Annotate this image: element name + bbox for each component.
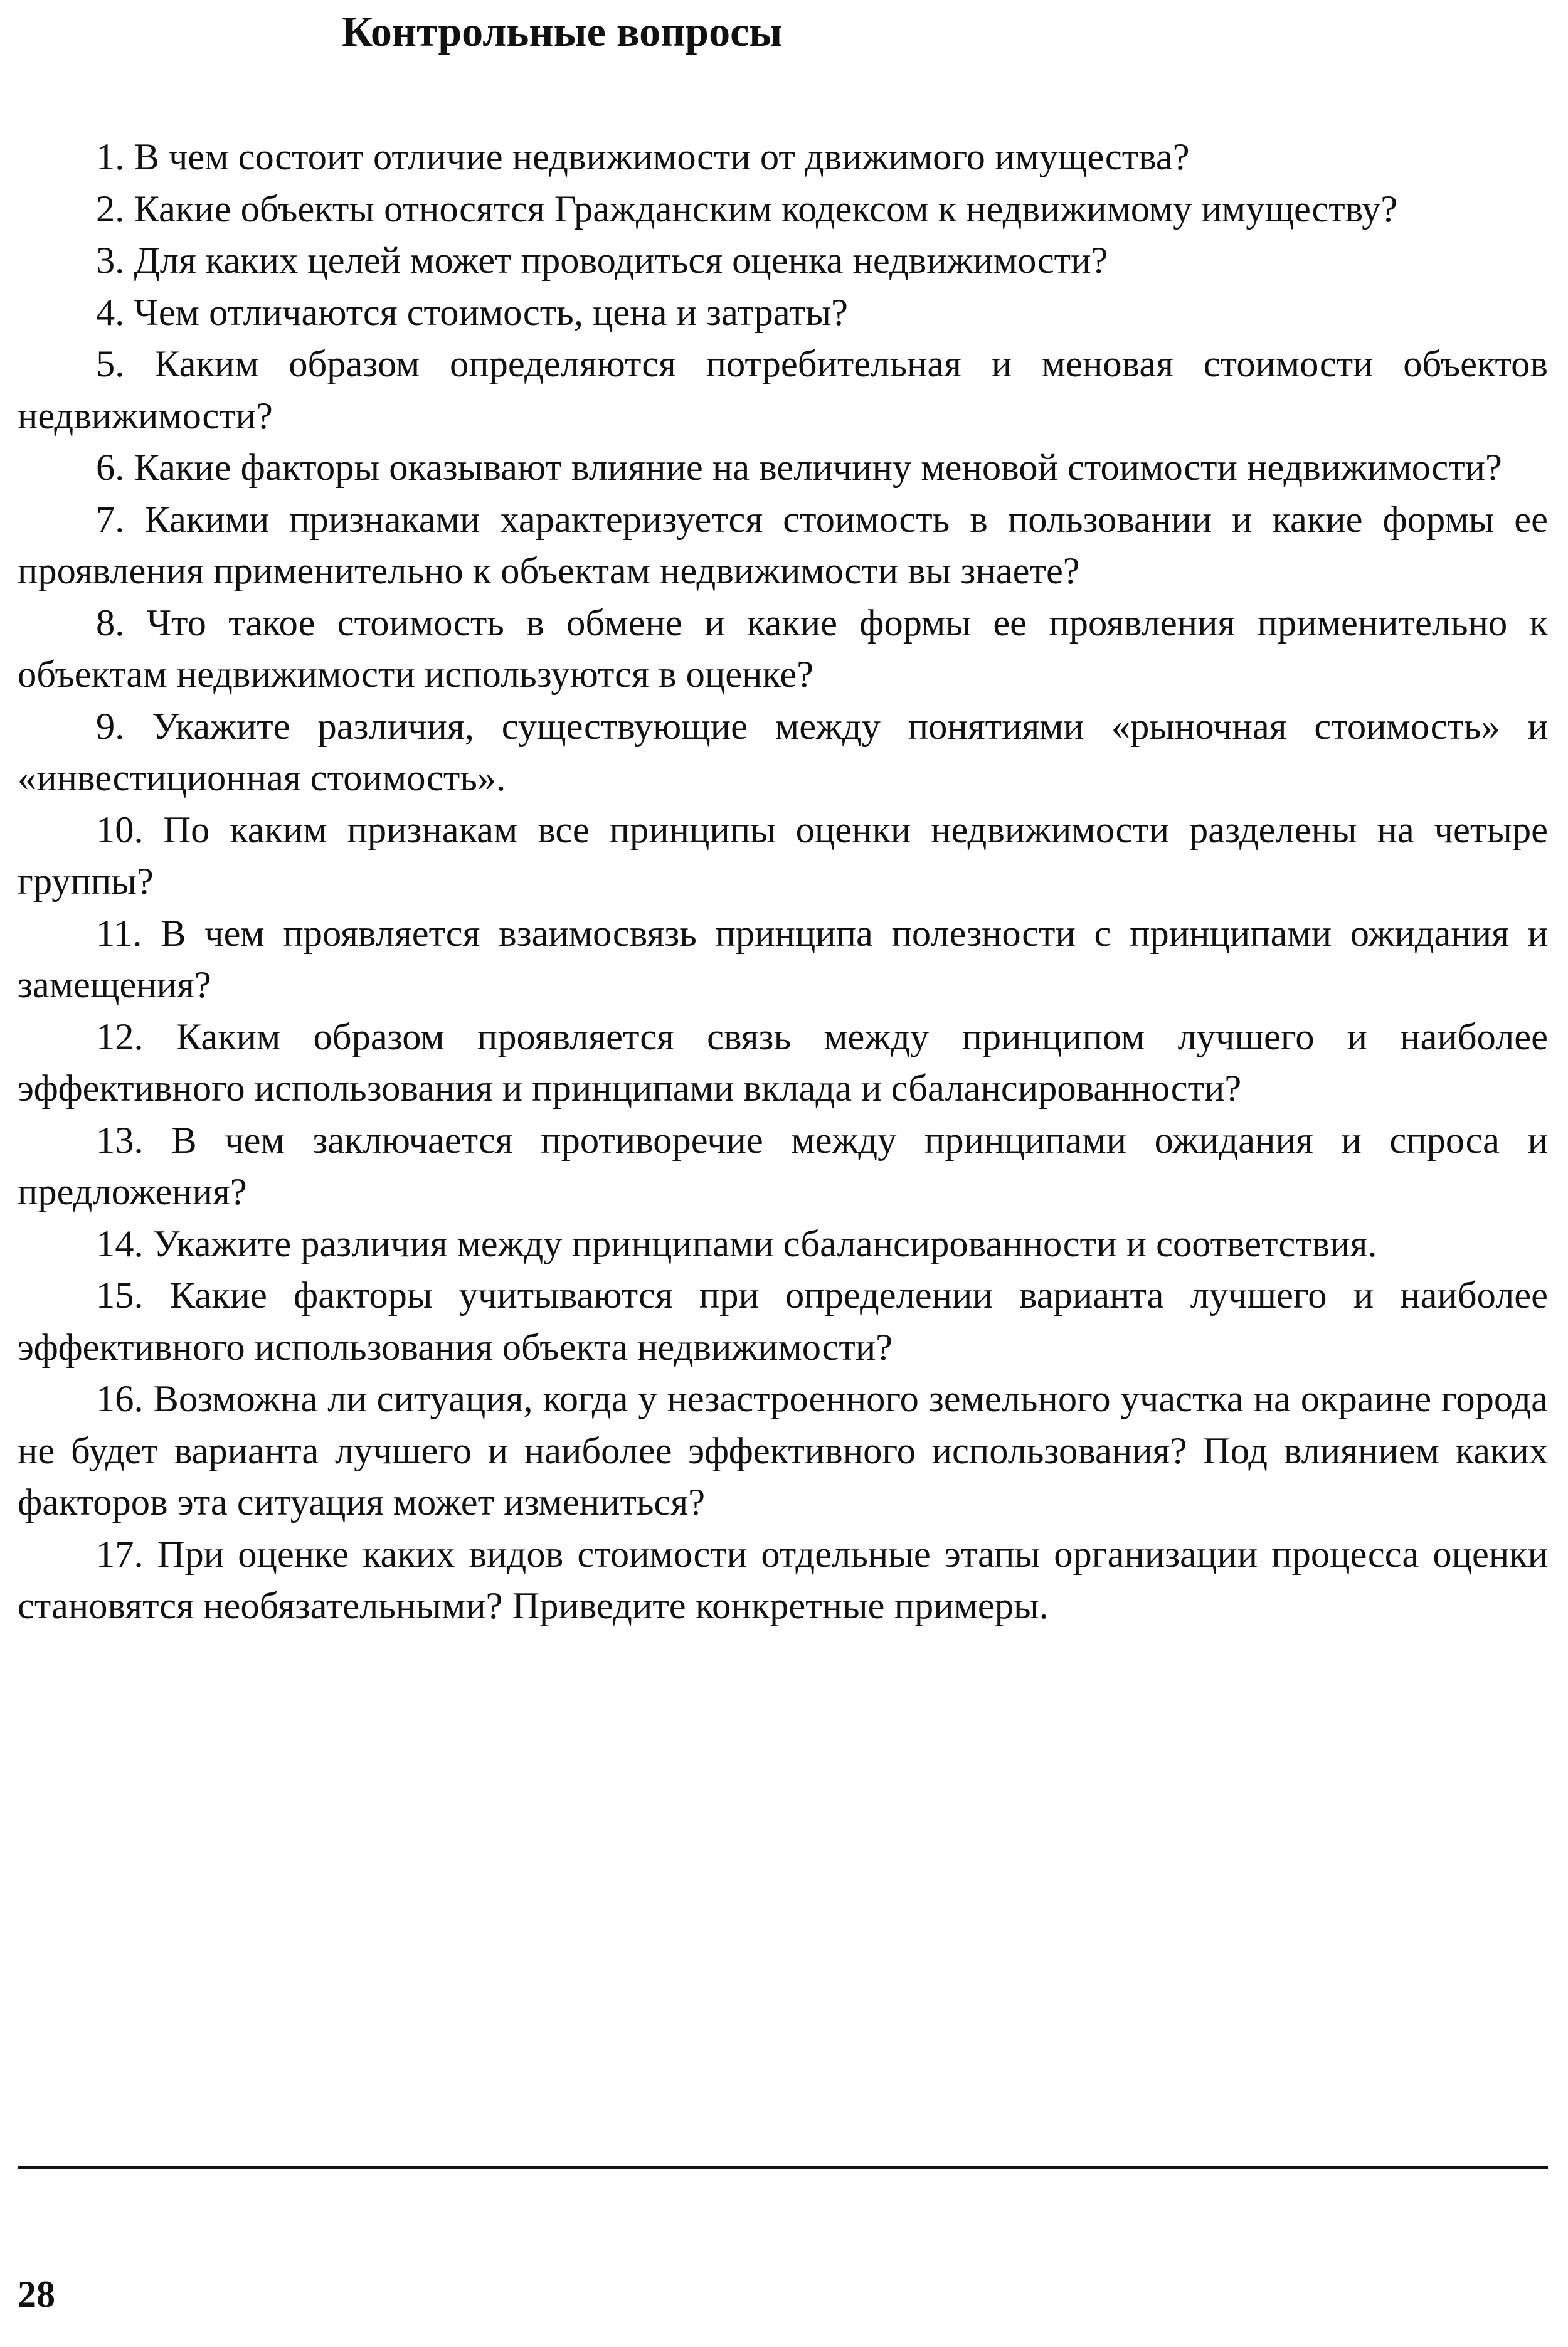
- question-number: 4.: [96, 291, 125, 334]
- question-item: [18, 339, 1548, 442]
- questions-list: [18, 132, 1548, 1633]
- question-text: В чем состоит отличие недвижимости от движимого имущества?: [134, 136, 1190, 178]
- question-item: [18, 1012, 1548, 1115]
- question-number: 16.: [96, 1378, 144, 1420]
- question-item: [18, 598, 1548, 701]
- question-item: [18, 287, 1548, 339]
- question-number: 15.: [96, 1274, 144, 1317]
- question-text: Для каких целей может проводиться оценка недвижимости?: [134, 240, 1108, 282]
- question-text: Какие факторы учитываются при определении варианта лучшего и наиболее эффективного использования объекта недвижимости?: [18, 1274, 1548, 1369]
- question-item: [18, 494, 1548, 598]
- question-number: 12.: [96, 1015, 144, 1058]
- question-number: 7.: [96, 498, 125, 541]
- question-number: 9.: [96, 705, 125, 748]
- question-number: 8.: [96, 601, 125, 644]
- question-number: 6.: [96, 447, 125, 489]
- question-text: Какие факторы оказывают влияние на величину меновой стоимости недвижимости?: [134, 447, 1502, 489]
- question-text: В чем заключается противоречие между принципами ожидания и спроса и предложения?: [18, 1119, 1549, 1213]
- question-text: Укажите различия, существующие между понятиями «рыночная стоимость» и «инвестиционная стоимость».: [18, 705, 1548, 799]
- question-number: 2.: [96, 188, 125, 230]
- question-item: [18, 1219, 1548, 1271]
- question-number: 1.: [96, 136, 125, 178]
- question-item: [18, 184, 1548, 236]
- question-text: Возможна ли ситуация, когда у незастроенного земельного участка на окраине города не будет варианта лучшего и наиболее эффективного использования? Под влиянием каких факторов эта ситуация может измениться?: [18, 1378, 1549, 1523]
- question-item: [18, 1529, 1548, 1633]
- question-text: Чем отличаются стоимость, цена и затраты?: [134, 291, 848, 334]
- question-number: 17.: [96, 1533, 144, 1576]
- question-item: [18, 132, 1548, 184]
- question-number: 14.: [96, 1222, 144, 1265]
- question-item: [18, 1270, 1548, 1374]
- question-text: Укажите различия между принципами сбалансированности и соответствия.: [152, 1222, 1377, 1265]
- page-number: 28: [18, 2274, 55, 2315]
- question-text: Каким образом определяются потребительная и меновая стоимости объектов недвижимости?: [18, 343, 1548, 437]
- question-number: 11.: [96, 912, 142, 955]
- question-item: [18, 442, 1548, 494]
- question-text: В чем проявляется взаимосвязь принципа полезности с принципами ожидания и замещения?: [18, 912, 1549, 1006]
- question-text: Какими признаками характеризуется стоимость в пользовании и какие формы ее проявления применительно к объектам недвижимости вы знаете?: [18, 498, 1548, 592]
- question-text: Какие объекты относятся Гражданским кодексом к недвижимому имуществу?: [134, 188, 1398, 230]
- question-number: 10.: [96, 808, 144, 851]
- question-number: 5.: [96, 343, 125, 385]
- question-number: 13.: [96, 1119, 144, 1162]
- question-item: [18, 908, 1548, 1012]
- question-text: При оценке каких видов стоимости отдельные этапы организации процесса оценки становятся необязательными? Приведите конкретные примеры.: [18, 1533, 1549, 1627]
- section-title: Контрольные вопросы: [342, 8, 783, 55]
- question-number: 3.: [96, 240, 125, 282]
- question-text: Что такое стоимость в обмене и какие формы ее проявления применительно к объектам недвижимости используются в оценке?: [18, 601, 1548, 696]
- question-item: [18, 1115, 1548, 1219]
- question-item: [18, 701, 1548, 805]
- footer-divider: [18, 2166, 1548, 2169]
- question-text: По каким признакам все принципы оценки недвижимости разделены на четыре группы?: [18, 808, 1549, 903]
- question-item: [18, 805, 1548, 908]
- question-item: [18, 235, 1548, 287]
- question-item: [18, 1374, 1548, 1529]
- question-text: Каким образом проявляется связь между принципом лучшего и наиболее эффективного использования и принципами вклада и сбалансированности?: [18, 1015, 1549, 1110]
